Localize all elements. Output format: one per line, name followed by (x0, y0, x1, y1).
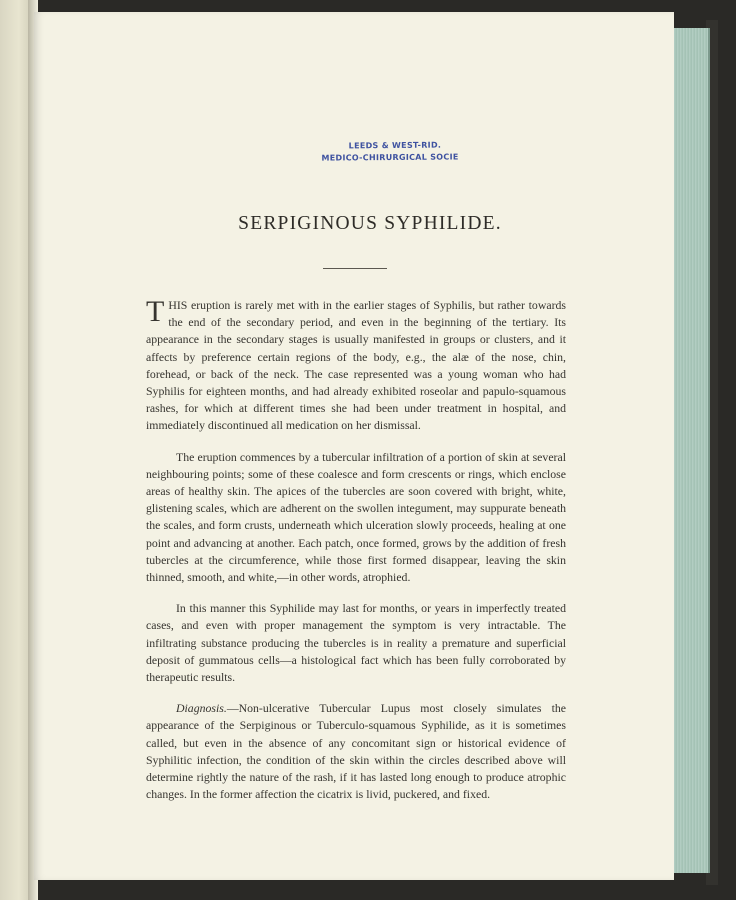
stamp-line-1: LEEDS & WEST-RID. (348, 140, 442, 151)
paragraph-1 (146, 297, 566, 435)
page-title: SERPIGINOUS SYPHILIDE. (238, 213, 502, 234)
paragraph-2: The eruption commences by a tubercular infiltration of a portion of skin at several neighbouring points; some of these coalesce and form crescents or rings, which enclose areas of healthy skin. The apices of the tubercles are soon covered with bright, white, glistening scales, which are adherent on the swollen integument, may suppurate beneath the scales, and form crusts, underneath which ulceration slowly proceeds, healing at one point and advancing at another. Each patch, once formed, grows by the addition of fresh tubercles at the circumference, while those first formed disappear, leaving the skin thinned, smooth, and white,—in other words, atrophied. (146, 449, 566, 585)
title-divider (323, 268, 387, 269)
library-stamp (290, 139, 490, 165)
stamp-line-2: MEDICO-CHIRURGICAL SOCIE (321, 152, 459, 163)
diagnosis-label: Diagnosis. (176, 701, 227, 716)
paragraph-3: In this manner this Syphilide may last for months, or years in imperfectly treated cases, and even with proper management the symptom is very intractable. The infiltrating substance producing the tubercles is in reality a premature and superficial deposit of gummatous cells—a histological fact which has been fully corroborated by therapeutic results. (146, 601, 566, 685)
article-body (146, 297, 566, 817)
paragraph-4 (146, 700, 566, 803)
paragraph-4-text: —Non-ulcerative Tubercular Lupus most closely simulates the appearance of the Serpiginous or Tuberculo-squamous Syphilide, as it is sometimes called, but even in the absence of any concomitant sign or historical evidence of Syphilitic infection, the condition of the skin within the circles described above will determine rightly the nature of the rash, if it has lasted long enough to produce atrophic changes. In the former affection the cicatrix is livid, puckered, and fixed. (146, 701, 566, 802)
drop-cap: T (146, 295, 165, 328)
paragraph-1-text: HIS eruption is rarely met with in the earlier stages of Syphilis, but rather towards the end of the secondary period, and even in the beginning of the tertiary. Its appearance in the secondary stages is usually manifested in groups or clusters, and it affects by preference certain regions of the body, e.g., the alæ of the nose, chin, forehead, or back of the neck. The case represented was a young woman who had Syphilis for eighteen months, and had already exhibited roseolar and papulo-squamous rashes, for which at different times she had been under treatment in hospital, and immediately discontinued all medication on her dismissal. (146, 298, 566, 433)
